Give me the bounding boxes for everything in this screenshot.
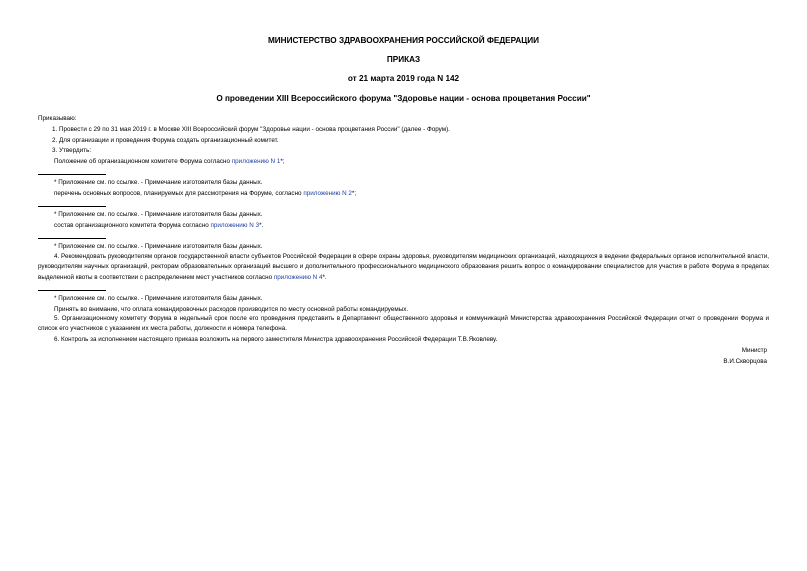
approve-1-text: Положение об организационном комитете Форума согласно bbox=[54, 158, 232, 165]
ministry-heading: МИНИСТЕРСТВО ЗДРАВООХРАНЕНИЯ РОССИЙСКОЙ ФЕДЕРАЦИИ bbox=[267, 36, 540, 45]
approve-2-text: перечень основных вопросов, планируемых для рассмотрения на Форуме, согласно bbox=[54, 190, 304, 197]
signature-position: Министр bbox=[741, 347, 767, 354]
item-5: 5. Организационному комитету Форума в недельный срок после его проведения представить в Департамент общественного здоровья и коммуникаций Министерства здравоохранения Российской Федерации отчет о проведении Форума и список его участников с указанием их места работы, должности и номера телефона. bbox=[38, 315, 769, 333]
approve-3-text: состав организационного комитета Форума согласно bbox=[54, 222, 211, 229]
appendix-2-link[interactable]: приложению N 2 bbox=[303, 190, 352, 197]
footnote-1: * Приложение см. по ссылке. - Примечание изготовителя базы данных. bbox=[54, 179, 263, 186]
date-number: от 21 марта 2019 года N 142 bbox=[347, 74, 460, 83]
footnote-3: * Приложение см. по ссылке. - Примечание изготовителя базы данных. bbox=[54, 243, 263, 250]
approve-1-suffix: *; bbox=[280, 158, 285, 165]
footnote-2: * Приложение см. по ссылке. - Примечание изготовителя базы данных. bbox=[54, 211, 263, 218]
footnote-divider bbox=[38, 206, 106, 207]
signature-name: В.И.Скворцова bbox=[723, 358, 767, 365]
footnote-divider bbox=[38, 290, 106, 291]
document-type: ПРИКАЗ bbox=[386, 55, 421, 64]
appendix-3-link[interactable]: приложению N 3 bbox=[210, 222, 260, 229]
approve-line-2 bbox=[0, 189, 807, 198]
footnote-4: * Приложение см. по ссылке. - Примечание изготовителя базы данных. bbox=[54, 295, 263, 302]
payment-note: Принять во внимание, что оплата командировочных расходов производится по месту основной работы командируемых. bbox=[54, 306, 409, 313]
appendix-4-link[interactable]: приложению N 4 bbox=[273, 273, 323, 281]
item-1: 1. Провести с 29 по 31 мая 2019 г. в Москве XIII Всероссийский форум "Здоровье нации - основа процветания России" (далее - Форум). bbox=[52, 126, 450, 133]
item-6: 6. Контроль за исполнением настоящего приказа возложить на первого заместителя Министра здравоохранения Российской Федерации Т.В.Яковлеву. bbox=[54, 336, 498, 343]
approve-line-1 bbox=[0, 157, 807, 166]
approve-2-suffix: *; bbox=[351, 190, 357, 197]
intro-text: Приказываю: bbox=[38, 115, 77, 122]
document-title: О проведении XIII Всероссийского форума "Здоровье нации - основа процветания России" bbox=[216, 94, 591, 103]
appendix-1-link[interactable]: приложению N 1 bbox=[231, 158, 281, 165]
item-5-paragraph bbox=[38, 314, 769, 335]
item-4-paragraph bbox=[38, 252, 769, 283]
footnote-divider bbox=[38, 238, 106, 239]
item-4-suffix: *. bbox=[322, 273, 327, 281]
item-3: 3. Утвердить: bbox=[52, 147, 92, 154]
approve-3-suffix: *. bbox=[259, 222, 264, 229]
item-4-text: 4. Рекомендовать руководителям органов государственной власти субъектов Российской Федерации в сфере охраны здоровья, руководителям медицинских организаций, находящихся в ведении федеральных органов исполнительной власти, руководителям научных организаций, ректорам образовательных организаций высшего и дополнительного профессионального медицинского образования решить вопрос о командировании специалистов для участия в работе Форума в пределах выделенной квоты в соответствии с распределением мест участников согласно bbox=[38, 253, 769, 281]
item-2: 2. Для организации и проведения Форума создать организационный комитет. bbox=[52, 137, 279, 144]
footnote-divider bbox=[38, 174, 106, 175]
approve-line-3 bbox=[0, 221, 807, 230]
